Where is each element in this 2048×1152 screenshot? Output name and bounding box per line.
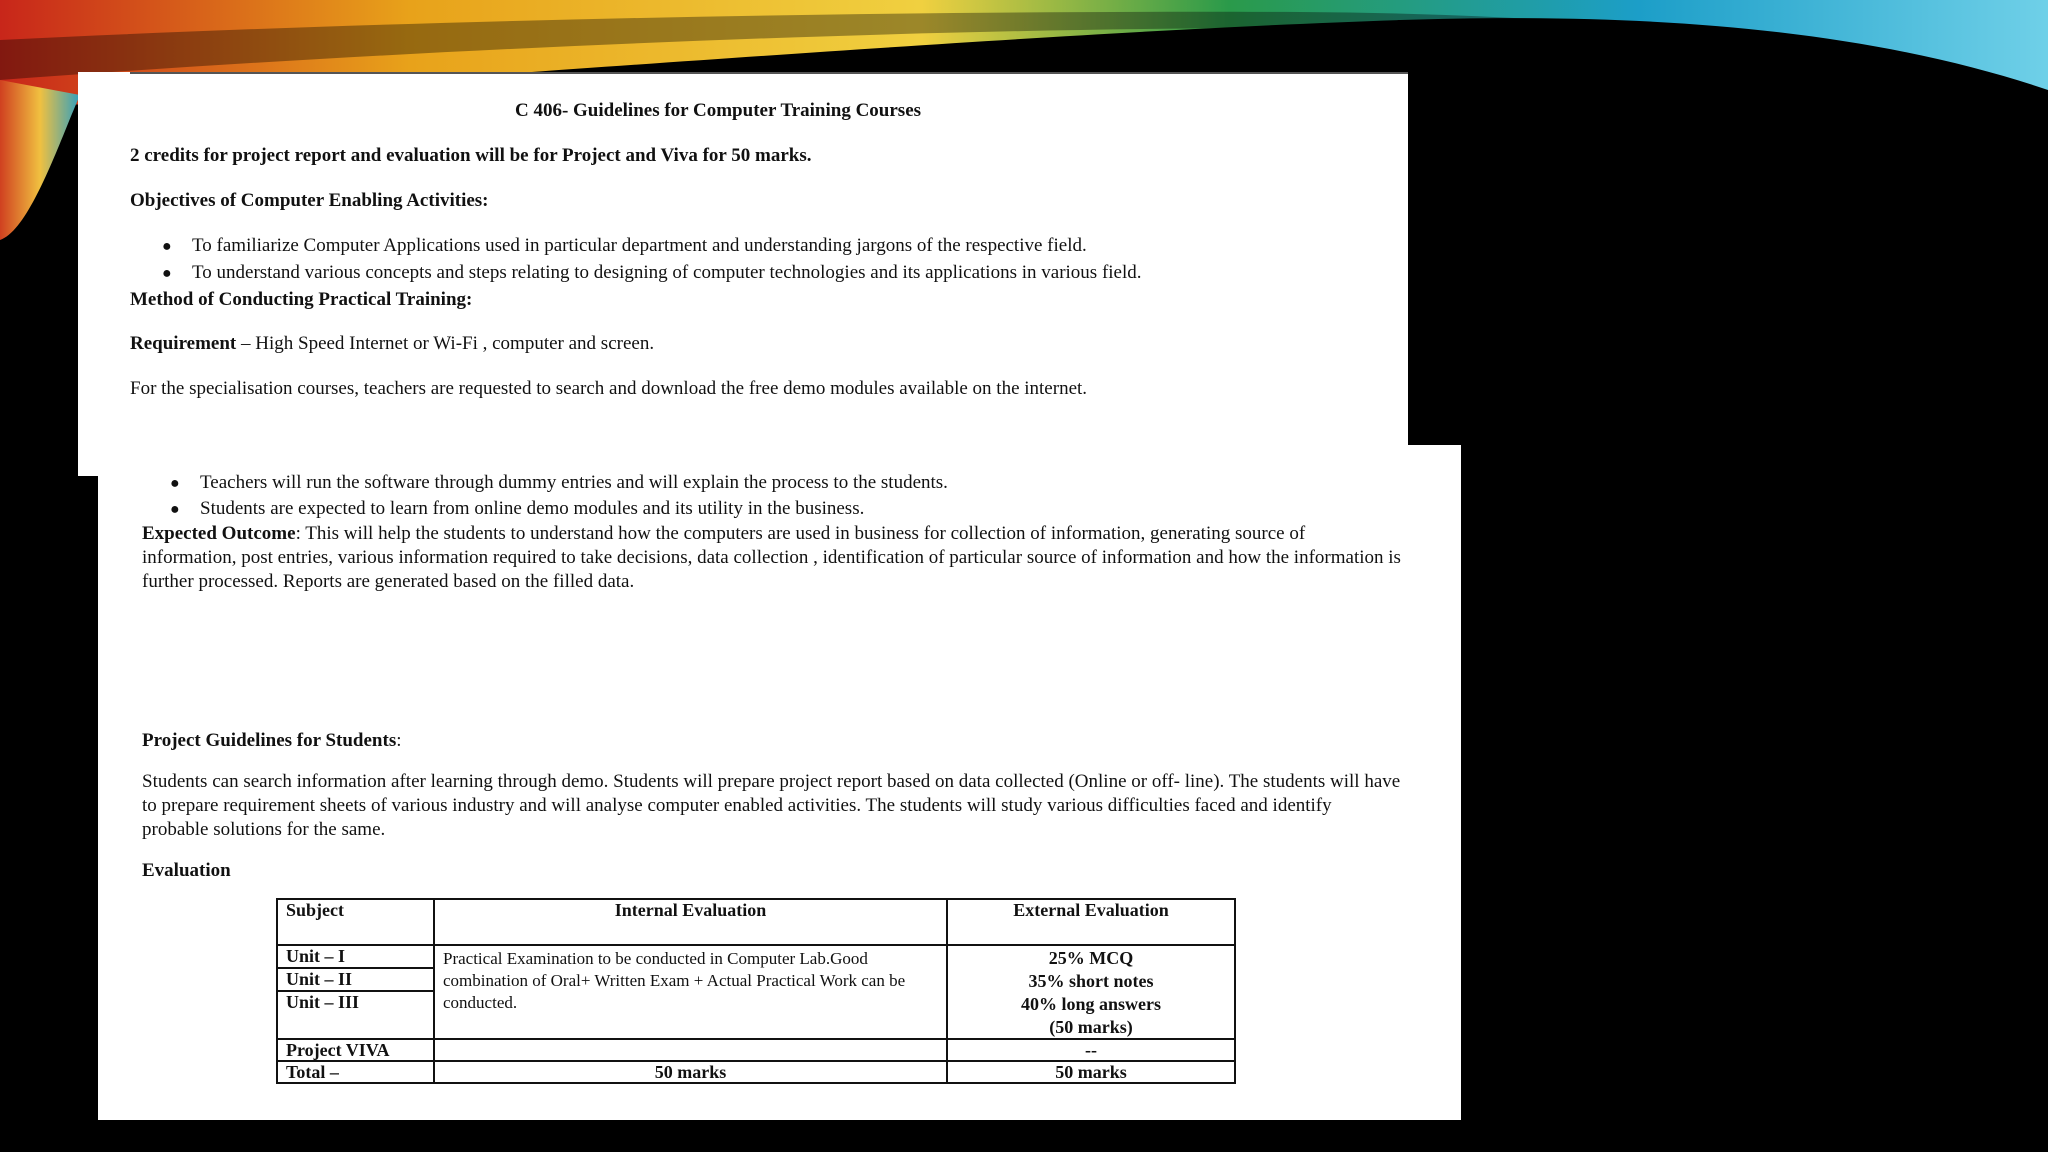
document-page-bottom (98, 445, 1461, 1120)
project-guidelines-heading (142, 729, 402, 753)
bullet-icon: ● (162, 238, 172, 255)
bullet-icon: ● (170, 475, 180, 492)
method-heading: Method of Conducting Practical Training: (130, 289, 473, 310)
table-header-row (277, 899, 1235, 945)
external-line: 25% MCQ (1048, 948, 1134, 968)
external-line: 40% long answers (1020, 994, 1161, 1014)
outcome-label: Expected Outcome (142, 523, 296, 544)
heading-colon: : (396, 730, 402, 751)
list-item (170, 497, 864, 522)
list-item (162, 261, 1142, 286)
list-item-text: Students are expected to learn from online demo modules and its utility in the business. (200, 498, 865, 519)
external-line: (50 marks) (1049, 1017, 1133, 1037)
divider (130, 72, 1408, 74)
list-item (162, 234, 1087, 259)
document-title: C 406- Guidelines for Computer Training Courses (514, 100, 922, 121)
column-header-external: External Evaluation (947, 899, 1235, 945)
table-row (277, 1039, 1235, 1061)
viva-label: Project VIVA (277, 1039, 434, 1061)
requirement-label: Requirement (130, 333, 237, 354)
unit-label: Unit – III (286, 992, 360, 1012)
unit-label: Unit – II (278, 969, 433, 992)
list-item (170, 471, 948, 496)
internal-evaluation-text: Practical Examination to be conducted in Computer Lab.Good combination of Oral+ Written Exam + Actual Practical Work can be conducted. (443, 949, 906, 1012)
table-row (277, 945, 1235, 1039)
unit-label: Unit – I (278, 946, 433, 969)
outcome-text: : This will help the students to understand how the computers are used in business for collection of information, generating source of information, post entries, various information required to take decisions, data collection , identification of particular source of information and how the information is further processed. Reports are generated based on the filled data. (142, 523, 1401, 592)
project-heading-text: Project Guidelines for Students (142, 730, 397, 751)
column-header-internal: Internal Evaluation (434, 899, 947, 945)
total-internal: 50 marks (434, 1061, 947, 1083)
objectives-heading: Objectives of Computer Enabling Activities: (130, 190, 489, 211)
expected-outcome (142, 522, 1402, 594)
evaluation-table (276, 898, 1236, 1084)
list-item-text: To understand various concepts and steps relating to designing of computer technologies and its applications in various field. (192, 262, 1142, 283)
total-external: 50 marks (947, 1061, 1235, 1083)
requirement-text (130, 332, 654, 356)
table-row (277, 1061, 1235, 1083)
units-cell (277, 945, 434, 1039)
document-page-top (78, 72, 1408, 476)
total-label: Total – (277, 1061, 434, 1083)
internal-evaluation-cell (434, 945, 947, 1039)
specialisation-text: For the specialisation courses, teachers are requested to search and download the free demo modules available on the internet. (130, 378, 1088, 399)
column-header-subject: Subject (277, 899, 434, 945)
external-line: 35% short notes (1028, 971, 1154, 991)
viva-external: -- (947, 1039, 1235, 1061)
list-item-text: To familiarize Computer Applications used in particular department and understanding jargons of the respective field. (192, 235, 1087, 256)
credits-text: 2 credits for project report and evaluation will be for Project and Viva for 50 marks. (130, 145, 812, 166)
bullet-icon: ● (162, 265, 172, 282)
viva-internal (434, 1039, 947, 1061)
list-item-text: Teachers will run the software through dummy entries and will explain the process to the students. (200, 472, 948, 493)
evaluation-heading: Evaluation (142, 860, 231, 881)
project-guidelines-text: Students can search information after learning through demo. Students will prepare project report based on data collected (Online or off- line). The students will have to prepare requirement sheets of various industry and will analyse computer enabled activities. The students will study various difficulties faced and identify probable solutions for the same. (142, 771, 1401, 840)
requirement-value: – High Speed Internet or Wi-Fi , computer and screen. (236, 333, 655, 354)
external-evaluation-cell (947, 945, 1235, 1039)
bullet-icon: ● (170, 501, 180, 518)
